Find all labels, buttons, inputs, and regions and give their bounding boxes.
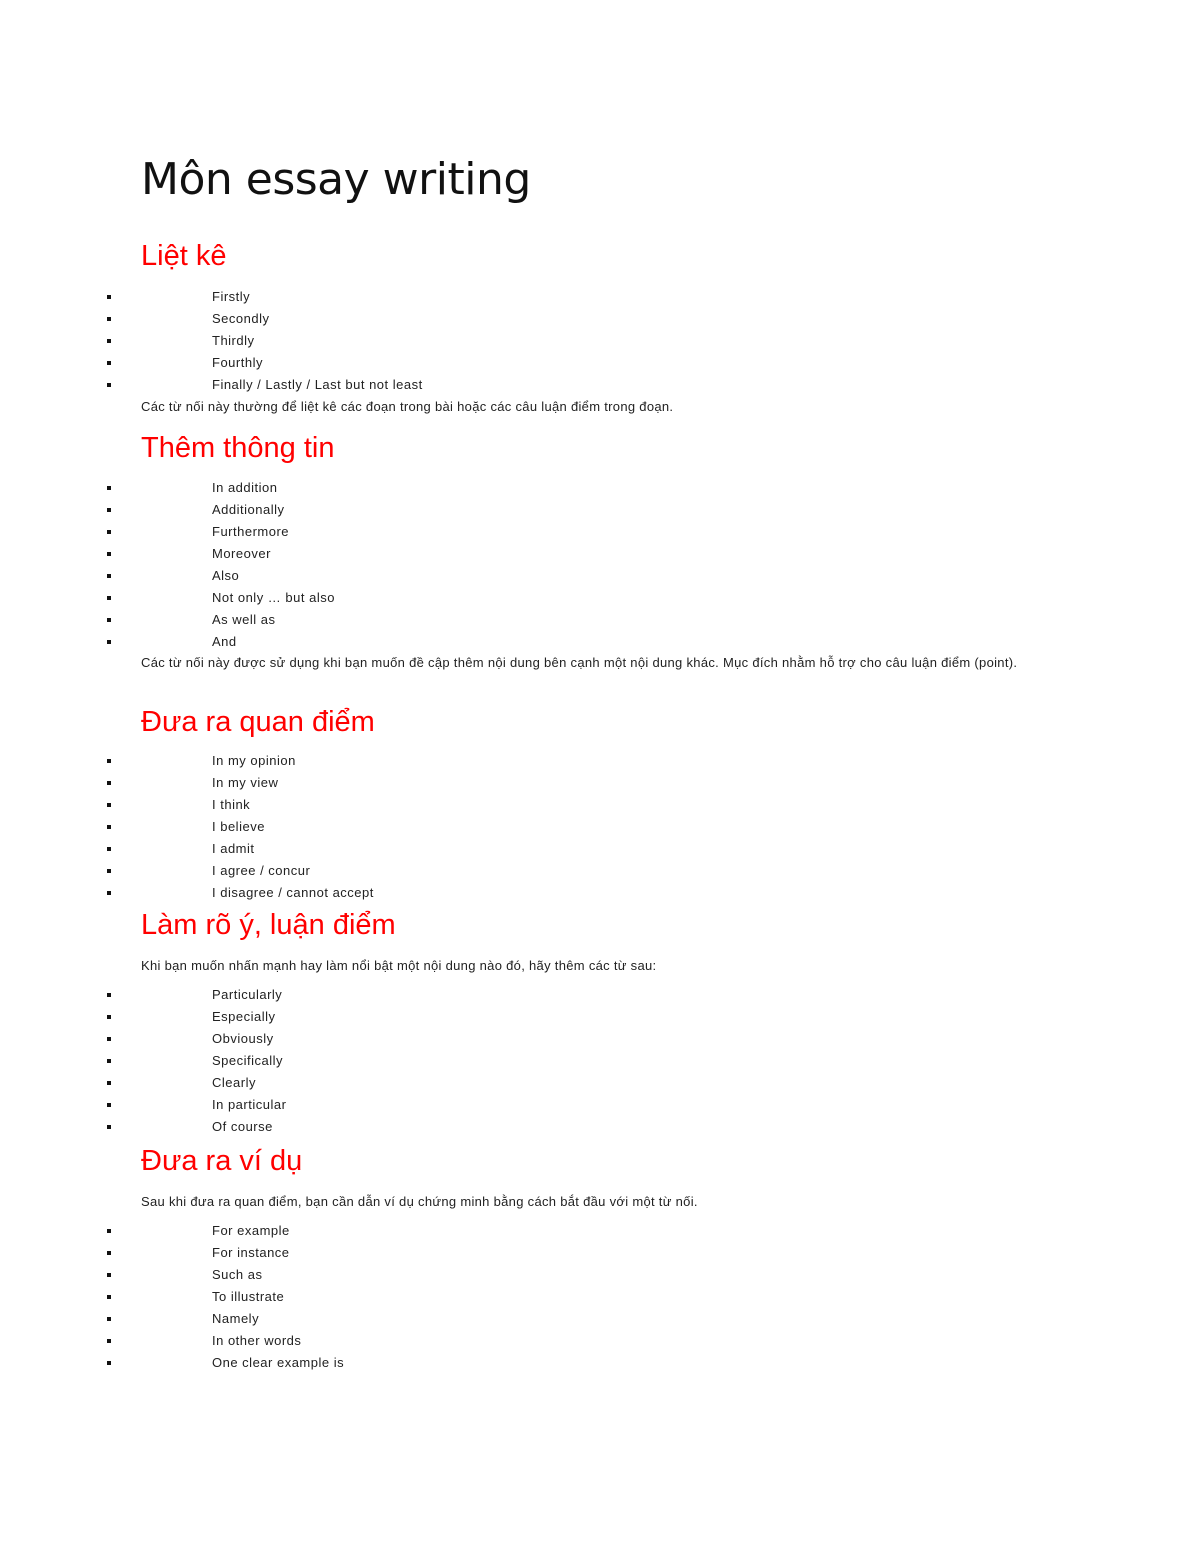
list-item: Additionally xyxy=(0,499,1200,521)
bullet-icon xyxy=(107,891,111,895)
section-heading: Đưa ra quan điểm xyxy=(141,706,375,738)
bullet-list xyxy=(0,984,1200,1138)
bullet-icon xyxy=(107,640,111,644)
list-item: To illustrate xyxy=(0,1286,1200,1308)
list-item: Thirdly xyxy=(0,330,1200,352)
bullet-icon xyxy=(107,1273,111,1277)
list-item: Especially xyxy=(0,1006,1200,1028)
section-intro: Khi bạn muốn nhấn mạnh hay làm nổi bật một nội dung nào đó, hãy thêm các từ sau: xyxy=(141,958,657,973)
section-dua-ra-vi-du xyxy=(0,1143,1200,1374)
bullet-list xyxy=(0,286,1200,396)
bullet-list xyxy=(0,1220,1200,1374)
list-item: Not only … but also xyxy=(0,587,1200,609)
list-item: I think xyxy=(0,794,1200,816)
list-item: Also xyxy=(0,565,1200,587)
bullet-icon xyxy=(107,339,111,343)
bullet-icon xyxy=(107,1037,111,1041)
list-item: Namely xyxy=(0,1308,1200,1330)
list-item: Specifically xyxy=(0,1050,1200,1072)
bullet-icon xyxy=(107,1125,111,1129)
section-lam-ro-y xyxy=(0,907,1200,1138)
list-item: Fourthly xyxy=(0,352,1200,374)
section-intro: Sau khi đưa ra quan điểm, bạn cần dẫn ví dụ chứng minh bằng cách bắt đầu với một từ nối. xyxy=(141,1194,698,1209)
document-title: Môn essay writing xyxy=(141,154,531,205)
bullet-icon xyxy=(107,1317,111,1321)
bullet-icon xyxy=(107,486,111,490)
bullet-icon xyxy=(107,1339,111,1343)
section-heading: Thêm thông tin xyxy=(141,432,335,464)
bullet-icon xyxy=(107,596,111,600)
list-item: Clearly xyxy=(0,1072,1200,1094)
section-note: Các từ nối này được sử dụng khi bạn muốn đề cập thêm nội dung bên cạnh một nội dung khác. Mục đích nhằm hỗ trợ cho câu luận điểm (point). xyxy=(141,655,1018,670)
list-item: I admit xyxy=(0,838,1200,860)
list-item: Of course xyxy=(0,1116,1200,1138)
list-item: I believe xyxy=(0,816,1200,838)
bullet-icon xyxy=(107,618,111,622)
section-note: Các từ nối này thường để liệt kê các đoạn trong bài hoặc các câu luận điểm trong đoạn. xyxy=(141,399,674,414)
bullet-icon xyxy=(107,295,111,299)
list-item: Firstly xyxy=(0,286,1200,308)
bullet-list xyxy=(0,477,1200,653)
bullet-icon xyxy=(107,1015,111,1019)
list-item: In my opinion xyxy=(0,750,1200,772)
list-item: For instance xyxy=(0,1242,1200,1264)
list-item: Obviously xyxy=(0,1028,1200,1050)
list-item: Finally / Lastly / Last but not least xyxy=(0,374,1200,396)
list-item: I agree / concur xyxy=(0,860,1200,882)
bullet-icon xyxy=(107,1361,111,1365)
list-item: In addition xyxy=(0,477,1200,499)
list-item: For example xyxy=(0,1220,1200,1242)
bullet-icon xyxy=(107,993,111,997)
list-item: In my view xyxy=(0,772,1200,794)
bullet-icon xyxy=(107,574,111,578)
bullet-icon xyxy=(107,847,111,851)
bullet-icon xyxy=(107,1103,111,1107)
bullet-icon xyxy=(107,361,111,365)
bullet-icon xyxy=(107,552,111,556)
bullet-icon xyxy=(107,317,111,321)
bullet-icon xyxy=(107,781,111,785)
section-liet-ke xyxy=(0,238,1200,415)
list-item: Secondly xyxy=(0,308,1200,330)
section-them-thong-tin xyxy=(0,430,1200,671)
bullet-icon xyxy=(107,508,111,512)
list-item: One clear example is xyxy=(0,1352,1200,1374)
list-item: As well as xyxy=(0,609,1200,631)
bullet-icon xyxy=(107,530,111,534)
section-heading: Làm rõ ý, luận điểm xyxy=(141,909,396,941)
list-item: In other words xyxy=(0,1330,1200,1352)
list-item: And xyxy=(0,631,1200,653)
section-dua-ra-quan-diem xyxy=(0,704,1200,904)
list-item: In particular xyxy=(0,1094,1200,1116)
bullet-icon xyxy=(107,1081,111,1085)
section-heading: Đưa ra ví dụ xyxy=(141,1145,303,1177)
list-item: Furthermore xyxy=(0,521,1200,543)
list-item: Moreover xyxy=(0,543,1200,565)
bullet-icon xyxy=(107,1059,111,1063)
bullet-icon xyxy=(107,1251,111,1255)
bullet-icon xyxy=(107,869,111,873)
bullet-icon xyxy=(107,825,111,829)
bullet-icon xyxy=(107,759,111,763)
bullet-icon xyxy=(107,803,111,807)
bullet-icon xyxy=(107,1229,111,1233)
section-heading: Liệt kê xyxy=(141,240,227,272)
bullet-list xyxy=(0,750,1200,904)
list-item: I disagree / cannot accept xyxy=(0,882,1200,904)
list-item: Such as xyxy=(0,1264,1200,1286)
bullet-icon xyxy=(107,1295,111,1299)
bullet-icon xyxy=(107,383,111,387)
list-item: Particularly xyxy=(0,984,1200,1006)
